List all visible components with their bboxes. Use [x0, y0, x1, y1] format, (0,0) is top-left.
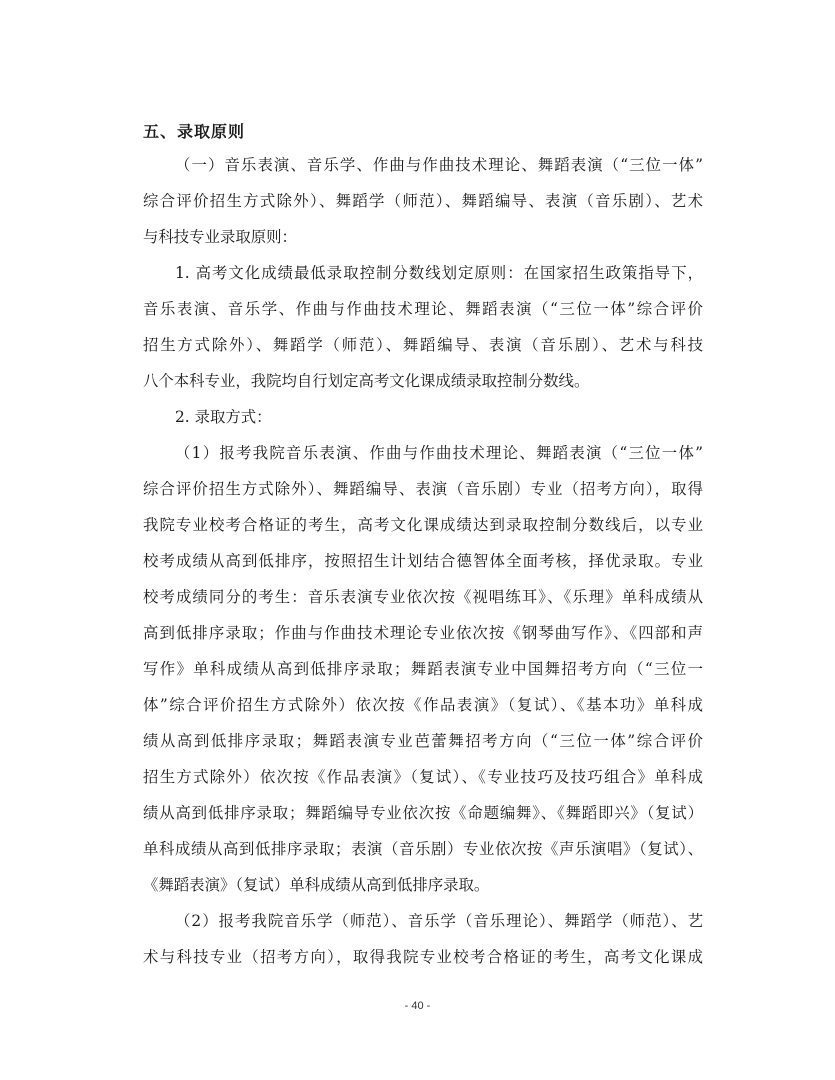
paragraph-line: 校考成绩同分的考生：音乐表演专业依次按《视唱练耳》、《乐理》单科成绩从	[143, 588, 703, 606]
paragraph-line: 招生方式除外）依次按《作品表演》（复试）、《专业技巧及技巧组合》单科成	[143, 768, 703, 786]
paragraph-line: 1. 高考文化成绩最低录取控制分数线划定原则：在国家招生政策指导下，	[175, 264, 703, 282]
paragraph-line: 八个本科专业，我院均自行划定高考文化课成绩录取控制分数线。	[143, 372, 590, 390]
paragraph-line: 综合评价招生方式除外）、舞蹈学（师范）、舞蹈编导、表演（音乐剧）、艺术	[143, 192, 703, 210]
paragraph-line: （一）音乐表演、音乐学、作曲与作曲技术理论、舞蹈表演（“三位一体”	[175, 156, 703, 174]
paragraph-line: 与科技专业录取原则：	[143, 228, 297, 246]
paragraph-line: 招生方式除外）、舞蹈学（师范）、舞蹈编导、表演（音乐剧）、艺术与科技	[143, 336, 703, 354]
paragraph-line: 术与科技专业（招考方向），取得我院专业校考合格证的考生，高考文化课成	[143, 948, 703, 966]
paragraph-line: 校考成绩从高到低排序，按照招生计划结合德智体全面考核，择优录取。专业	[143, 552, 703, 570]
paragraph-line: 单科成绩从高到低排序录取；表演（音乐剧）专业依次按《声乐演唱》（复试）、	[143, 840, 703, 858]
paragraph-line: （2）报考我院音乐学（师范）、音乐学（音乐理论）、舞蹈学（师范）、艺	[175, 912, 703, 930]
paragraph-line: 2. 录取方式：	[175, 408, 272, 426]
paragraph-line: （1）报考我院音乐表演、作曲与作曲技术理论、舞蹈表演（“三位一体”	[175, 444, 703, 462]
paragraph-line: 写作》单科成绩从高到低排序录取；舞蹈表演专业中国舞招考方向（“三位一	[143, 660, 703, 678]
section-heading: 五、录取原则	[143, 122, 246, 141]
paragraph-line: 绩从高到低排序录取；舞蹈表演专业芭蕾舞招考方向（“三位一体”综合评价	[143, 732, 703, 750]
paragraph-line: 综合评价招生方式除外）、舞蹈编导、表演（音乐剧）专业（招考方向），取得	[143, 480, 703, 498]
paragraph-line: 体”综合评价招生方式除外）依次按《作品表演》（复试）、《基本功》单科成	[143, 696, 703, 714]
paragraph-line: 高到低排序录取；作曲与作曲技术理论专业依次按《钢琴曲写作》、《四部和声	[143, 624, 703, 642]
paragraph-line: 音乐表演、音乐学、作曲与作曲技术理论、舞蹈表演（“三位一体”综合评价	[143, 300, 703, 318]
paragraph-line: 《舞蹈表演》（复试）单科成绩从高到低排序录取。	[143, 876, 490, 894]
paragraph-line: 我院专业校考合格证的考生，高考文化课成绩达到录取控制分数线后，以专业	[143, 516, 703, 534]
paragraph-line: 绩从高到低排序录取；舞蹈编导专业依次按《命题编舞》、《舞蹈即兴》（复试）	[143, 804, 703, 822]
page-number: - 40 -	[404, 1000, 431, 1012]
